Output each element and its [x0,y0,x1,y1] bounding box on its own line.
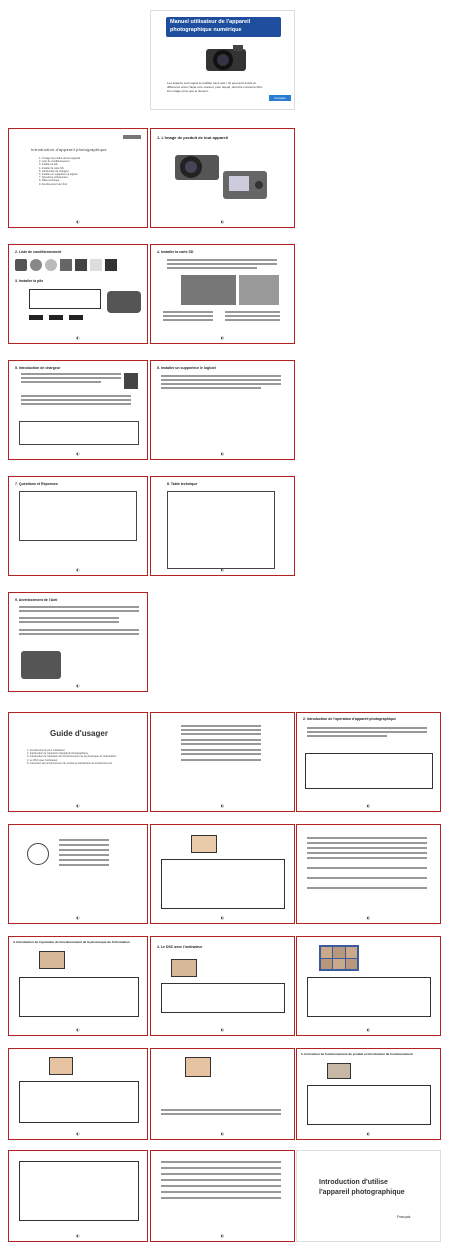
section-title: 7. Questions et Réponses [15,482,58,486]
toc-item[interactable]: 9. Avertissement de l'Anti [39,182,67,186]
toc-item[interactable]: 4. Installer la carte SD [39,166,64,170]
instruction-flow-box [307,1085,431,1125]
toc-item[interactable]: 6. Installer un supporteur le logiciel [39,173,78,177]
page-number-icon: ◐ [76,803,80,808]
product-page [150,128,295,228]
battery-instruction-box [29,289,101,309]
back-cover-language: Français [397,1215,411,1219]
qa-table [19,491,137,541]
screen-preview [39,951,65,969]
charge-table [19,421,139,445]
notes-page [150,1150,295,1242]
toc-list [39,157,80,186]
menu-flow-box [161,859,285,909]
section-title: 6. Installer un supporteur le logiciel [157,366,216,370]
page-number-icon: ◐ [76,1131,80,1136]
cover-language: Français [269,95,291,101]
cover-title-2: photographique numérique [170,27,242,33]
guide-item[interactable]: 4. Le DSC avec l'ordinateur [27,758,58,762]
setup-flow-page [8,1150,148,1242]
cover-title-1: Manuel utilisateur de l'appareil [170,19,251,25]
accessory-row [15,259,117,271]
toc-item[interactable]: 7. Questions et Réponses [39,176,68,180]
screen-preview [327,1063,351,1079]
back-cover-title-2: l'appareil photographique [319,1189,405,1196]
page-number-icon: ◐ [366,803,371,808]
mode-dial-icon [27,843,49,865]
pc-flow-box [161,983,285,1013]
page-number-icon: ◐ [76,683,80,688]
copy-flow-box [19,977,139,1017]
sd-card-photo [181,275,236,305]
battery-icon [105,259,117,271]
guide-item[interactable]: 1. Avertissements pour l'utilisateur [27,749,65,752]
pouch-icon [75,259,87,271]
section-title: 4. Installer la carte SD [157,250,194,254]
back-cover-title-1: Introduction d'utilise [319,1179,388,1186]
toc-item[interactable]: 3. Installer la pile [39,163,58,167]
specs-page [150,476,295,576]
dsc-pc-page [150,936,295,1036]
guide-cover-page [8,712,148,812]
qa-page [8,476,148,576]
instruction-page [296,1048,441,1140]
screen-preview [171,959,197,977]
camera-icon [15,259,27,271]
battery-steps [29,315,83,320]
mode-dial-page [8,824,148,924]
guide-item[interactable]: 3. Introduction de l'opération de fonctionnement de la photocopie de l'information [27,755,117,759]
zoom-page [150,1048,295,1140]
page-number-icon: ◐ [220,219,225,224]
section-title: 3. Installer la pile [15,279,44,283]
page-number-icon: ◐ [76,1233,80,1238]
strap-icon [30,259,42,271]
page-number-icon: ◐ [220,335,225,340]
guide-list [27,749,116,765]
setup-flow-box [19,1161,139,1221]
page-number-icon: ◐ [220,1233,225,1238]
specs-table [167,491,275,569]
cable-icon [60,259,72,271]
page-number-icon: ◐ [366,1027,371,1032]
guide-item[interactable]: 5. Instruction de fonctionnement du produit et introduction de fonctionnement [27,761,113,765]
guide-title: Guide d'usager [50,729,108,738]
cover-page [150,10,295,110]
camera-front-icon [173,145,223,190]
settings-text-page [296,824,441,924]
section-title: 5. Introduction de chargeur [15,366,61,370]
page-number-icon: ◐ [220,567,225,572]
toc-tag [123,135,141,139]
page-number-icon: ◐ [76,567,80,572]
page-number-icon: ◐ [220,803,225,808]
warning-page [8,592,148,692]
toc-item[interactable]: 2. Liste de conditionnement [39,160,70,164]
charger-page [8,360,148,460]
section-title: 2. Introduction de l'opération d'appareil photographique [303,717,397,721]
gallery-page [296,936,441,1036]
section-title: 1. L'image de produit de tout appareil [157,135,228,140]
guide-warnings-page [150,712,295,812]
section-title: 4. Le DSC avec l'ordinateur [157,945,203,949]
back-cover-page [296,1150,441,1242]
software-page [150,360,295,460]
camera-hand-photo [21,651,61,679]
toc-item[interactable]: 8. Table technique [39,179,60,183]
page-number-icon: ◐ [76,1027,80,1032]
thumbnail-grid [319,945,359,971]
gallery-flow-box [307,977,431,1017]
playback-page [8,1048,148,1140]
charger-icon [124,373,138,389]
page-number-icon: ◐ [76,335,80,340]
section-title: 9. Avertissement de l'Anti [15,598,58,602]
guide-item[interactable]: 2. Introduction de l'opération d'appareil photographique [27,752,88,756]
page-number-icon: ◐ [366,1131,371,1136]
icon-legend-box [305,753,433,789]
toc-item[interactable]: 5. Introduction de chargeur [39,169,69,173]
toc-item[interactable]: 1. L'image de produit de tout appareil [39,157,81,160]
page-number-icon: ◐ [220,1131,225,1136]
page-number-icon: ◐ [220,1027,225,1032]
menu-flow-page [150,824,295,924]
sd-slot-photo [239,275,279,305]
screen-preview [185,1057,211,1077]
camera-side-icon [107,291,141,313]
cover-notice: Les aspects sont sujets à modifier sans avis ! Ils peut qu'il existe la différence entre l'objet et le manuel, pour lequel, doit être concerné libre lors usage privé que le devenir. [167,81,263,93]
sd-page [150,244,295,344]
section-title: 3. Introduction de l'opération de fonctionnement de la photocopie de l'information [13,940,130,944]
toc-heading: Introduction d'appareil photographique [31,147,107,152]
camera-back-icon [221,165,271,210]
page-number-icon: ◐ [76,915,80,920]
screen-preview [191,835,217,853]
section-title: 5. Instruction de fonctionnement du produit et introduction de fonctionnement [301,1052,413,1056]
camera-photo [203,41,251,76]
screen-preview [49,1057,73,1075]
page-number-icon: ◐ [220,915,225,920]
page-number-icon: ◐ [76,451,80,456]
playback-flow-box [19,1081,139,1123]
manual-icon [90,259,102,271]
toc-page [8,128,148,228]
section-title: 8. Table technique [167,482,198,486]
page-number-icon: ◐ [366,915,371,920]
guide-operation-page [296,712,441,812]
page-number-icon: ◐ [220,451,225,456]
info-copy-page [8,936,148,1036]
page-number-icon: ◐ [76,219,80,224]
packing-page [8,244,148,344]
section-title: 2. Liste de conditionnement [15,250,62,254]
cd-icon [45,259,57,271]
